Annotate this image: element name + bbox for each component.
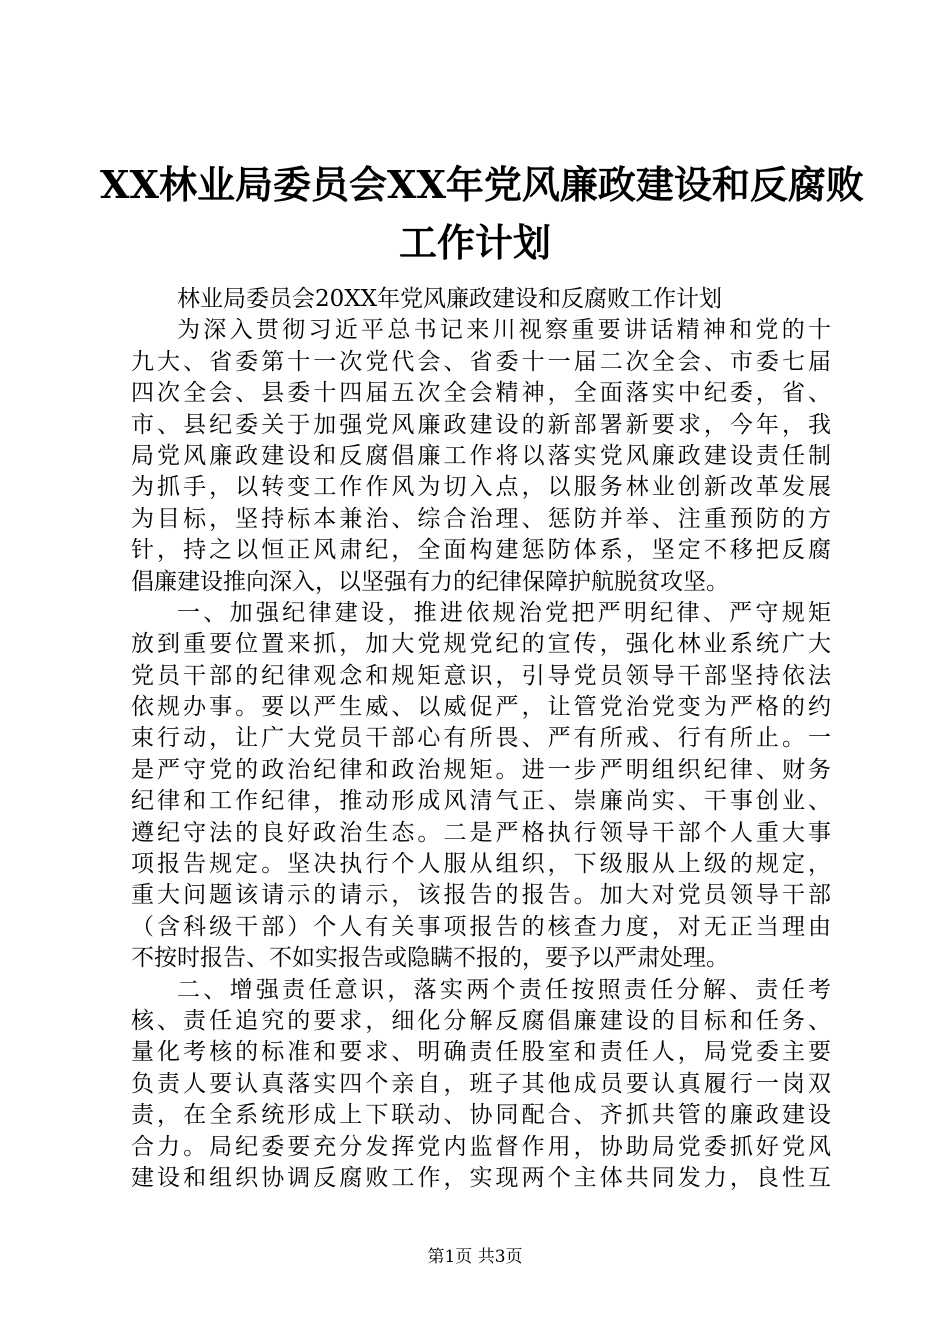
body-line: 党员干部的纪律观念和规矩意识，引导党员领导干部坚持依法 — [131, 662, 831, 689]
body-line: （含科级干部）个人有关事项报告的核查力度，对无正当理由 — [131, 913, 831, 940]
body-line: 合力。局纪委要充分发挥党内监督作用，协助局党委抓好党风 — [131, 1133, 831, 1160]
body-line: 为深入贯彻习近平总书记来川视察重要讲话精神和党的十 — [177, 317, 831, 344]
body-line: 束行动，让广大党员干部心有所畏、严有所戒、行有所止。一 — [131, 725, 831, 752]
body-line: 针，持之以恒正风肃纪，全面构建惩防体系，坚定不移把反腐 — [131, 537, 831, 564]
body-line: 项报告规定。坚决执行个人服从组织，下级服从上级的规定， — [131, 851, 831, 878]
body-line: 为抓手，以转变工作作风为切入点，以服务林业创新改革发展 — [131, 474, 831, 501]
body-line: 二、增强责任意识，落实两个责任按照责任分解、责任考 — [177, 976, 831, 1003]
body-line: 为目标，坚持标本兼治、综合治理、惩防并举、注重预防的方 — [131, 505, 831, 532]
body-line: 负责人要认真落实四个亲自，班子其他成员要认真履行一岗双 — [131, 1070, 831, 1097]
document-title-line2: 工作计划 — [398, 220, 551, 265]
body-line: 不按时报告、不如实报告或隐瞒不报的，要予以严肃处理。 — [131, 945, 729, 972]
body-line: 林业局委员会20XX年党风廉政建设和反腐败工作计划 — [177, 286, 723, 312]
body-line: 建设和组织协调反腐败工作，实现两个主体共同发力，良性互 — [131, 1164, 831, 1191]
body-line: 倡廉建设推向深入，以坚强有力的纪律保障护航脱贫攻坚。 — [131, 568, 729, 595]
body-line: 遵纪守法的良好政治生态。二是严格执行领导干部个人重大事 — [131, 819, 831, 846]
body-line: 纪律和工作纪律，推动形成风清气正、崇廉尚实、干事创业、 — [131, 788, 831, 815]
body-line: 量化考核的标准和要求、明确责任股室和责任人，局党委主要 — [131, 1039, 831, 1066]
document-title-line1: XX林业局委员会XX年党风廉政建设和反腐败 — [100, 162, 864, 207]
body-line: 放到重要位置来抓，加大党规党纪的宣传，强化林业系统广大 — [131, 631, 831, 658]
document-body — [131, 284, 831, 1194]
body-line: 局党风廉政建设和反腐倡廉工作将以落实党风廉政建设责任制 — [131, 442, 831, 469]
body-line: 一、加强纪律建设，推进依规治党把严明纪律、严守规矩 — [177, 599, 831, 626]
body-line: 是严守党的政治纪律和政治规矩。进一步严明组织纪律、财务 — [131, 756, 831, 783]
page-footer: 第1页 共3页 — [427, 1247, 523, 1267]
body-line: 四次全会、县委十四届五次全会精神，全面落实中纪委，省、 — [131, 380, 831, 407]
body-line: 九大、省委第十一次党代会、省委十一届二次全会、市委七届 — [131, 348, 831, 375]
body-line: 依规办事。要以严生威、以威促严，让管党治党变为严格的约 — [131, 694, 831, 721]
body-line: 重大问题该请示的请示，该报告的报告。加大对党员领导干部 — [131, 882, 831, 909]
body-line: 市、县纪委关于加强党风廉政建设的新部署新要求，今年，我 — [131, 411, 831, 438]
body-line: 责，在全系统形成上下联动、协同配合、齐抓共管的廉政建设 — [131, 1102, 831, 1129]
body-line: 核、责任追究的要求，细化分解反腐倡廉建设的目标和任务、 — [131, 1007, 831, 1034]
